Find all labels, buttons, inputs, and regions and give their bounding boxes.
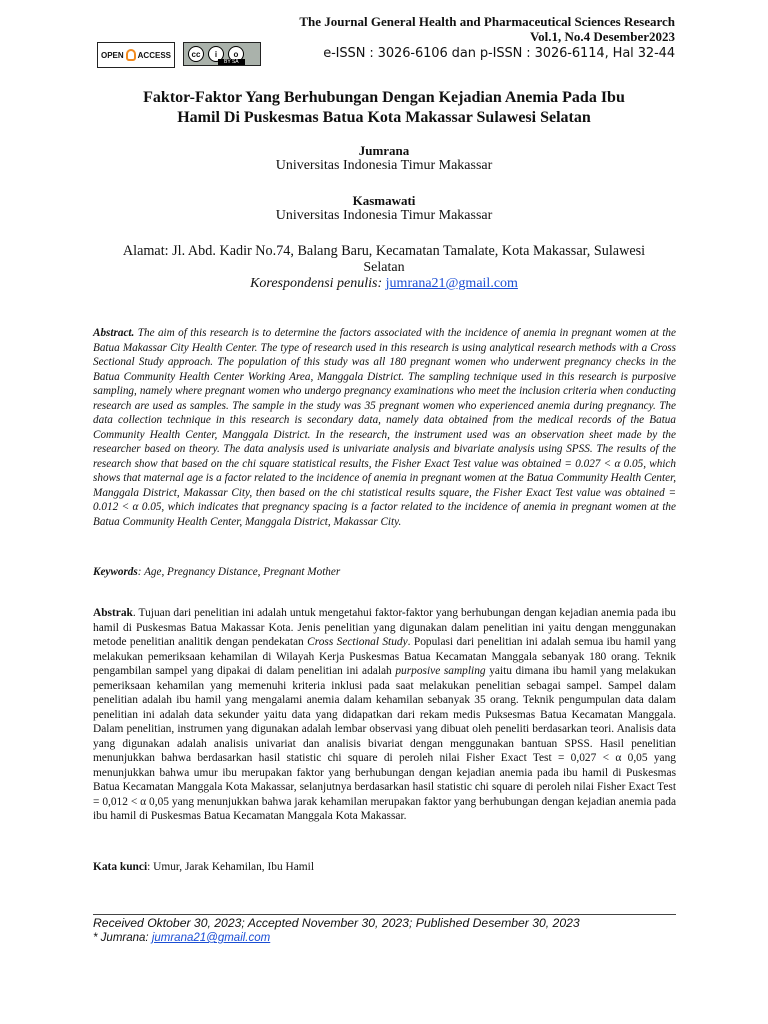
abstrak-text: yaitu dimana ibu hamil yang melakukan pemeriksaan kehamilan yang memenuhi kriteria inklusi pada saat melakukan penelitian sebagai sampel. Sampel dalam penelitian adalah ibu hamil yang mengalami anemia dalam kehamilan sebanyak 35 orang. Teknik pengumpulan data dalam penelitian ini adalah data sekunder yaitu data yang didapatkan dari rekam medis Puksesmas Batua Kecamatan Manggala. Dalam penelitian, instrumen yang digunakan adalah lembar observasi yang dibuat oleh peneliti berdasarkan teori. Analisis data yang digunakan adalah analisis univariat dan analisis bivariat dengan menggunakan bantuan SPSS. Hasil penelitian menunjukkan bahwa berdasarkan hasil statistic chi square di peroleh nilai Fisher Exact Test = 0,027 < α 0,05 yang menunjukkan bahwa umur ibu merupakan faktor yang berhubungan dengan kejadian anemia pada ibu hamil di Puskesmas Batua Kecamatan Manggala Kota Makassar, selanjutnya berdasarkan hasil statistic chi square di peroleh nilai Fisher Exact Test = 0,012 < α 0,05 yang menunjukkan bahwa jarak kehamilan merupakan faktor yang berhubungan dengan kejadian anemia pada ibu hamil di Puskesmas Batua Kecamatan Manggala Kota Makassar. <box>93 665 676 822</box>
author-affiliation: Universitas Indonesia Timur Makassar <box>275 208 493 223</box>
journal-volume: Vol.1, No.4 Desember2023 <box>529 29 675 44</box>
title-line-1: Faktor-Faktor Yang Berhubungan Dengan Kejadian Anemia Pada Ibu <box>143 89 625 106</box>
correspondence-email-link[interactable]: jumrana21@gmail.com <box>385 276 518 291</box>
open-lock-icon <box>126 49 136 61</box>
article-title <box>90 88 678 128</box>
attribution-icon: i <box>208 46 224 62</box>
abstract-indonesian <box>93 606 676 824</box>
author-name: Jumrana <box>358 143 410 158</box>
footer-correspondence <box>93 932 270 944</box>
footer-email-link[interactable]: jumrana21@gmail.com <box>151 932 271 944</box>
share-alike-icon: o <box>228 46 244 62</box>
creative-commons-by-sa-icon <box>183 42 261 66</box>
keywords-text: : Age, Pregnancy Distance, Pregnant Mother <box>137 566 341 578</box>
footer-divider <box>93 914 676 915</box>
abstrak-label: Abstrak <box>93 607 133 619</box>
address-line-2: Selatan <box>363 260 405 275</box>
keywords-english <box>93 566 676 578</box>
author-name: Kasmawati <box>352 193 416 208</box>
kata-kunci-text: : Umur, Jarak Kehamilan, Ibu Hamil <box>147 861 315 873</box>
abstrak-italic-term: purposive sampling <box>395 665 486 677</box>
kata-kunci-label: Kata kunci <box>93 861 148 873</box>
abstract-english <box>93 326 676 529</box>
journal-name: The Journal General Health and Pharmaceutical Sciences Research <box>299 14 675 29</box>
author-affiliation: Universitas Indonesia Timur Makassar <box>275 158 493 173</box>
cc-license-text: BY SA <box>218 59 245 65</box>
cc-icon: cc <box>188 46 204 62</box>
abstrak-text: . Tujuan dari penelitian ini adalah untuk mengetahui faktor-faktor yang berhubungan dengan kejadian anemia pada ibu hamil di Puskesmas Batua Makassar Kota. Jenis penelitian yang digunakan dalam penelitian ini yaitu dengan menggunakan metode penelitian analitik dengan pendekatan <box>93 607 676 648</box>
footer-corr-prefix: * Jumrana: <box>93 932 152 944</box>
abstract-label: Abstract. <box>93 327 135 339</box>
correspondence-label: Korespondensi penulis: <box>250 276 383 291</box>
footer-received-dates: Received Oktober 30, 2023; Accepted November 30, 2023; Published Desember 30, 2023 <box>93 916 580 930</box>
journal-issn: e-ISSN : 3026-6106 dan p-ISSN : 3026-6114, Hal 32-44 <box>323 46 675 61</box>
abstrak-text: . Populasi dari penelitian ini adalah semua ibu hamil yang melakukan pemeriksaan kehamilan di Wilayah Kerja Puskesmas Batua Kecamatan Manggala sebanyak 180 orang. Teknik pengambilan sampel yang dipakai di dalam penelitian ini adalah <box>93 636 676 677</box>
open-access-left-text: OPEN <box>100 50 124 60</box>
correspondence <box>90 276 678 292</box>
abstract-text: The aim of this research is to determine the factors associated with the incidence of anemia in pregnant women at the Batua Makassar City Health Center. The type of research used in this research is using analytical research methods with a Cross Sectional Study approach. The population of this study was all 180 pregnant women who underwent pregnancy checks in the Batua Community Health Center Working Area, Manggala District. The sampling technique used in this research is purposive sampling, namely where pregnant women who undergo pregnancy examinations who meet the inclusion criteria when conducting research are used as samples. The sample in the study was 35 pregnant women who experienced anemia during pregnancy. The data collection technique in this research is secondary data, namely data obtained from the medical records of the Batua Community Health Center, Manggala District. In the research, the instrument used was an observation sheet made by the researcher based on theory. The data analysis used is univariate analysis and bivariate analysis using SPSS. The results of the research show that based on the chi square statistical results, the Fisher Exact Test value was obtained = 0.027 < α 0.05, which shows that maternal age is a factor related to the incidence of anemia in pregnant women at the Batua Community Health Center, Manggala District, Makassar City, then based on the chi statistical results square, the Fisher Exact Test value was obtained = 0.012 < α 0.05, which indicates that pregnancy spacing is a factor related to the incidence of anemia in pregnant women at the Batua Community Health Center, Manggala District, Makassar City. <box>93 327 676 528</box>
open-access-right-text: ACCESS <box>137 50 171 60</box>
keywords-indonesian <box>93 861 676 873</box>
title-line-2: Hamil Di Puskesmas Batua Kota Makassar Sulawesi Selatan <box>177 109 591 126</box>
address-line-1: Alamat: Jl. Abd. Kadir No.74, Balang Baru, Kecamatan Tamalate, Kota Makassar, Sulawesi <box>122 243 646 259</box>
open-access-logo <box>97 42 175 68</box>
keywords-label: Keywords <box>93 566 138 578</box>
abstrak-italic-term: Cross Sectional Study <box>307 636 408 648</box>
